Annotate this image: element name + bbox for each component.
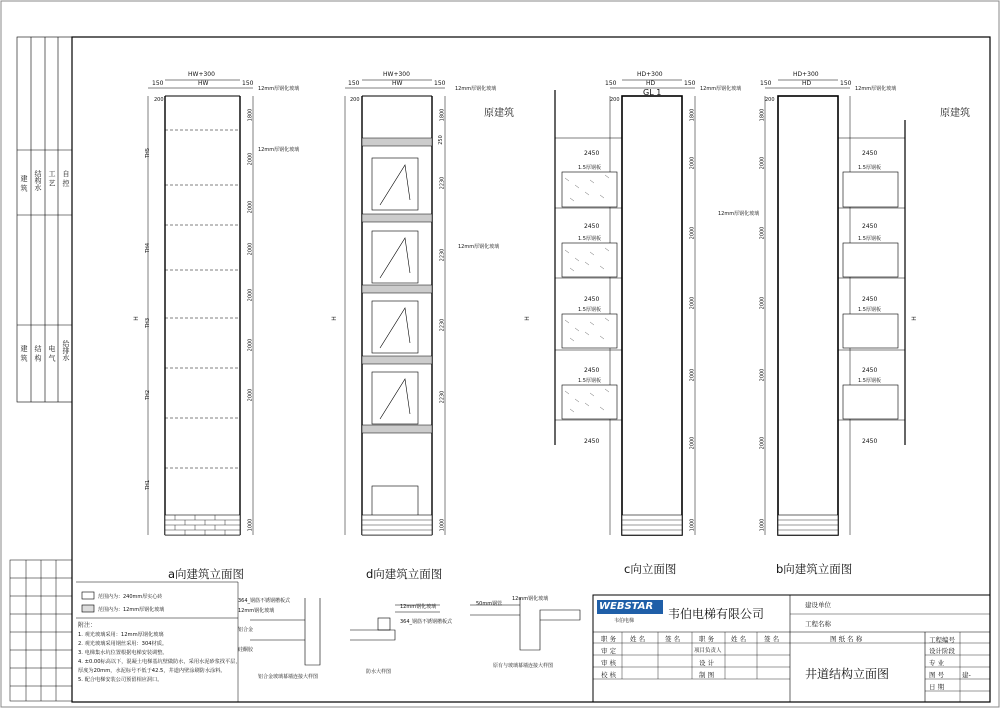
notes-heading: 附注： (78, 622, 97, 629)
height-label-d: H (330, 316, 338, 321)
elevation-d-top-dim: HW+300 (383, 71, 410, 78)
detail-caption-2: 防水大样图 (366, 669, 392, 675)
legend-glass-swatch (82, 605, 94, 612)
segment-dim-d-1: 250 (437, 135, 444, 145)
segment-dim-a-4: 2000 (247, 288, 254, 302)
slab-width-c-3: 2450 (584, 296, 600, 303)
note-item-4: 4. ±0.00标高以下，混凝土电梯基坑壁做防水，采用水泥砂浆找平层， (78, 659, 241, 665)
slab-width-b-4: 2450 (862, 367, 878, 374)
glass-note-a2: 12mm厚钢化玻璃 (258, 147, 300, 153)
field-drawing-no: 图 号 (929, 671, 945, 679)
detail-note-4: 硅酮胶 (238, 647, 254, 653)
detail-note-8: 12mm钢化玻璃 (512, 596, 549, 602)
field-discipline: 专 业 (929, 659, 945, 667)
floor-label-a-1: TH1 (145, 480, 151, 490)
segment-dim-a-3: 2000 (247, 242, 254, 256)
detail-caption-3: 原有与玻璃幕墙连接大样图 (493, 663, 554, 669)
slab-note-b-2: 1.5厚钢板 (858, 236, 881, 242)
segment-dim-d-9: 2230 (439, 318, 446, 332)
slab-width-c-2: 2450 (584, 223, 600, 230)
elevation-a-top-dim: HW+300 (188, 71, 215, 78)
segment-dim-c-1: 2000 (689, 156, 696, 170)
note-item-3: 3. 电梯集水坑位置根据电梯安装调整。 (78, 650, 168, 656)
segment-dim-d-6: 2230 (439, 248, 446, 262)
floor-label-a-4: TH4 (145, 243, 151, 253)
company-name: 韦伯电梯有限公司 (668, 607, 765, 621)
notes-list (78, 631, 241, 685)
existing-building-label-c: 原建筑 (484, 108, 514, 119)
elevation-c-right-dim: 150 (684, 80, 696, 87)
floor-label-a-5: TH5 (145, 148, 151, 158)
segment-dim-c-5: 2000 (689, 436, 696, 450)
slab-note-c-4: 1.5厚钢板 (578, 378, 601, 384)
elevation-a-right-dim: 150 (242, 80, 254, 87)
slab-note-b-1: 1.5厚钢板 (858, 165, 881, 171)
elevation-c-sub-dim: HD (646, 80, 656, 87)
glass-note-b2: 12mm厚钢化玻璃 (718, 211, 760, 217)
role-right-2: 设 计 (699, 659, 715, 667)
col-header-3: 签 名 (665, 635, 681, 643)
role-left-2: 审 核 (601, 659, 617, 667)
glass-note-d: 12mm厚钢化玻璃 (455, 86, 497, 92)
height-label-a: H (132, 316, 140, 321)
role-right-1: 项目负责人 (694, 648, 722, 654)
slab-width-c-1: 2450 (584, 150, 600, 157)
slab-width-b-2: 2450 (862, 223, 878, 230)
col-header-4: 职 务 (699, 635, 715, 643)
slab-note-b-4: 1.5厚钢板 (858, 378, 881, 384)
elevation-c-top-dim: HD+300 (637, 71, 663, 78)
note-item-2: 2. 观光玻璃采用钢丝采用：304材质。 (78, 641, 168, 647)
elevation-c-gl-label: GL 1 (643, 88, 662, 97)
floor-label-a-3: TH3 (145, 318, 151, 328)
note-item-5: 厚度为20mm，水泥标号不低于42.5，井道内壁涂刷防水涂料。 (78, 668, 226, 674)
glass-note-c: 12mm厚钢化玻璃 (700, 86, 742, 92)
note-item-6: 5. 配合电梯安装公司预留相应洞口。 (78, 677, 163, 683)
segment-dim-c-0: 1800 (689, 108, 696, 122)
segment-dim-b-0: 1800 (759, 108, 766, 122)
legend-item-brick: 范围内为：240mm厚实心砖 (98, 594, 163, 600)
segment-dim-a-2: 2000 (247, 200, 254, 214)
segment-dim-b-5: 2000 (759, 436, 766, 450)
sidebar-upper-3: 工 艺 (48, 170, 56, 187)
elevation-d-right-dim: 150 (434, 80, 446, 87)
elevation-a-sub-dim: HW (198, 80, 209, 87)
segment-dim-a-6: 2000 (247, 388, 254, 402)
owner-label: 建设单位 (805, 601, 831, 609)
slab-note-b-3: 1.5厚钢板 (858, 307, 881, 313)
note-item-1: 1. 观光玻璃采用：12mm厚钢化玻璃 (78, 632, 164, 638)
segment-dim-d-3: 2230 (439, 176, 446, 190)
inner-border (72, 37, 990, 702)
sidebar-version-grid (10, 560, 72, 701)
floor-label-a-2: TH2 (145, 390, 151, 400)
elevation-c-title: c向立面图 (624, 562, 677, 576)
elevation-d-title: d向建筑立面图 (366, 567, 443, 581)
elevation-b-top-dim: HD+300 (793, 71, 819, 78)
segment-dim-a-1: 2000 (247, 152, 254, 166)
segment-dim-c-3: 2000 (689, 296, 696, 310)
field-project-no: 工程编号 (929, 636, 955, 644)
slab-note-c-3: 1.5厚钢板 (578, 307, 601, 313)
col-header-1: 职 务 (601, 635, 617, 643)
elevation-a (148, 80, 253, 535)
elevation-c (555, 80, 695, 535)
role-left-3: 校 核 (601, 671, 617, 679)
segment-dim-c-4: 2000 (689, 368, 696, 382)
brand-subtitle: 韦伯电梯 (614, 618, 635, 624)
glass-note-a: 12mm厚钢化玻璃 (258, 86, 300, 92)
legend-item-glass: 范围内为：12mm厚钢化玻璃 (98, 607, 165, 613)
segment-dim-c-2: 2000 (689, 226, 696, 240)
slab-note-c-1: 1.5厚钢板 (578, 165, 601, 171)
elevation-b-left-dim: 150 (760, 80, 772, 87)
segment-dim-d-0: 1800 (439, 108, 446, 122)
small-dim-b: 200 (765, 97, 775, 103)
sidebar-upper-1: 建 筑 (20, 175, 28, 192)
elevation-d-sub-dim: HW (392, 80, 403, 87)
segment-dim-d-12: 2230 (439, 390, 446, 404)
elevation-b-title: b向建筑立面图 (776, 562, 853, 576)
sidebar-lower-3: 电 气 (48, 345, 56, 362)
col-header-2: 姓 名 (630, 635, 646, 643)
drawing-title: 井道结构立面图 (805, 667, 890, 681)
segment-dim-a-7: 1000 (247, 518, 254, 532)
sidebar-upper-4: 自 控 (62, 170, 70, 187)
existing-building-label-b: 原建筑 (940, 108, 970, 119)
slab-note-c-2: 1.5厚钢板 (578, 236, 601, 242)
height-label-b: H (910, 316, 918, 321)
project-label: 工程名称 (805, 620, 831, 628)
glass-note-b: 12mm厚钢化玻璃 (855, 86, 897, 92)
brand-logo: WEBSTAR (599, 601, 654, 612)
detail-note-1: 364_钢筋不锈钢槽板式 (238, 598, 291, 604)
segment-dim-b-2: 2000 (759, 226, 766, 240)
detail-note-7: 50mm钢管 (476, 601, 503, 607)
segment-dim-d-13: 1000 (439, 518, 446, 532)
drawing-name-header: 图 纸 名 称 (830, 635, 863, 643)
segment-dim-a-0: 1800 (247, 108, 254, 122)
role-right-3: 制 图 (699, 671, 715, 679)
drawing-no-value: 建- (962, 671, 971, 679)
slab-width-b-1: 2450 (862, 150, 878, 157)
elevation-a-left-dim: 150 (152, 80, 164, 87)
role-left-1: 审 定 (601, 647, 617, 655)
segment-dim-b-7: 1000 (759, 518, 766, 532)
small-dim-d: 200 (350, 97, 360, 103)
elevation-a-title: a向建筑立面图 (168, 567, 245, 581)
legend-brick-swatch (82, 592, 94, 599)
field-date: 日 期 (929, 683, 945, 691)
segment-dim-b-3: 2000 (759, 296, 766, 310)
segment-dim-b-4: 2000 (759, 368, 766, 382)
elevation-b-right-dim: 150 (840, 80, 852, 87)
elevation-b (765, 80, 905, 535)
col-header-6: 签 名 (764, 635, 780, 643)
sidebar-lower-4: 给排水 (62, 340, 70, 361)
field-design-stage: 设计阶段 (929, 647, 955, 655)
slab-width-b-3: 2450 (862, 296, 878, 303)
height-label-c: H (523, 316, 531, 321)
elevation-b-sub-dim: HD (802, 80, 812, 87)
small-dim-c: 200 (610, 97, 620, 103)
segment-dim-a-5: 2000 (247, 338, 254, 352)
slab-width-c-5: 2450 (584, 438, 600, 445)
detail-note-5: 12mm钢化玻璃 (400, 604, 437, 610)
detail-caption-1: 铝合金玻璃幕墙连接大样图 (258, 674, 319, 680)
col-header-5: 姓 名 (731, 635, 747, 643)
glass-note-d2: 12mm厚钢化玻璃 (458, 244, 500, 250)
elevation-c-left-dim: 150 (605, 80, 617, 87)
slab-width-b-5: 2450 (862, 438, 878, 445)
small-dim-a: 200 (154, 97, 164, 103)
elevation-d (345, 80, 445, 535)
segment-dim-b-1: 2000 (759, 156, 766, 170)
sidebar-lower-2: 结 构 (34, 345, 42, 362)
detail-note-3: 铝合金 (238, 627, 254, 633)
segment-dim-c-7: 1000 (689, 518, 696, 532)
elevation-d-left-dim: 150 (348, 80, 360, 87)
sidebar-upper-2: 结构水 (34, 170, 42, 191)
detail-note-6: 364_钢筋不锈钢槽板式 (400, 619, 453, 625)
sidebar-lower-1: 建 筑 (20, 345, 28, 362)
detail-note-2: 12mm钢化玻璃 (238, 608, 275, 614)
slab-width-c-4: 2450 (584, 367, 600, 374)
